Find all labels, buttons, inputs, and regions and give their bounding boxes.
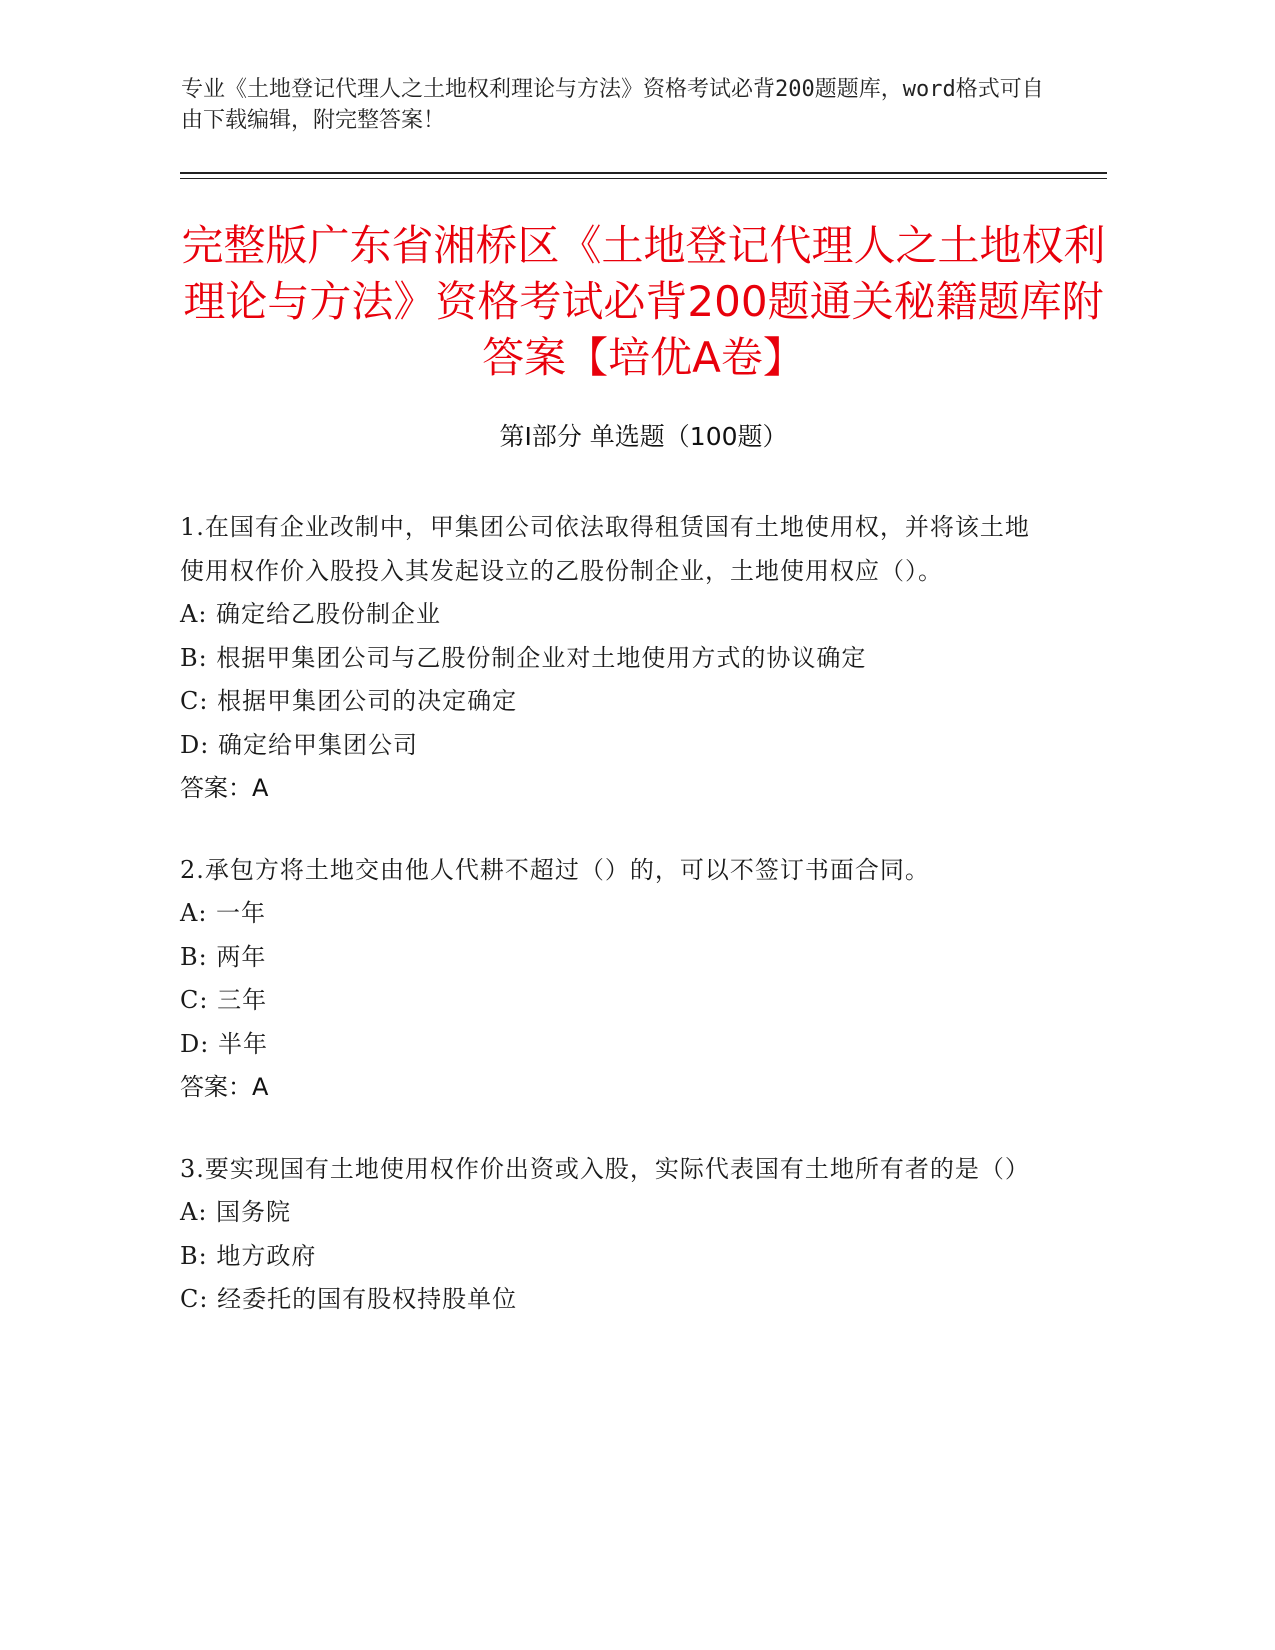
answer: 答案：A (180, 774, 269, 802)
option-a: A: 国务院 (180, 1198, 292, 1226)
option-a: A: 一年 (180, 899, 267, 927)
option-d: D: 半年 (180, 1029, 268, 1058)
option-d: D: 确定给甲集团公司 (180, 730, 418, 759)
option-c: C: 根据甲集团公司的决定确定 (180, 687, 518, 715)
header-divider-thick (180, 172, 1107, 174)
question-2 (180, 849, 1040, 1110)
option-a: A: 确定给乙股份制企业 (180, 600, 442, 628)
question-list (180, 506, 1040, 1360)
header-divider-thin (180, 178, 1107, 179)
option-c: C: 经委托的国有股权持股单位 (180, 1285, 518, 1313)
question-1 (180, 506, 1040, 811)
option-b: B: 地方政府 (180, 1241, 317, 1270)
option-b: B: 两年 (180, 942, 267, 971)
question-stem: 2.承包方将土地交由他人代耕不超过（）的，可以不签订书面合同。 (180, 855, 930, 884)
question-stem: 1.在国有企业改制中，甲集团公司依法取得租赁国有土地使用权，并将该土地使用权作价入股投入其发起设立的乙股份制企业，土地使用权应（）。 (180, 513, 1030, 585)
answer: 答案：A (180, 1073, 269, 1101)
section-heading: 第Ⅰ部分 单选题（100题） (499, 422, 788, 451)
header-note: 专业《土地登记代理人之土地权利理论与方法》资格考试必背200题题库，word格式可自由下载编辑，附完整答案！ (181, 77, 1044, 133)
option-b: B: 根据甲集团公司与乙股份制企业对土地使用方式的协议确定 (180, 643, 867, 672)
option-c: C: 三年 (180, 986, 268, 1014)
document-title: 完整版广东省湘桥区《土地登记代理人之土地权利理论与方法》资格考试必背200题通关秘籍题库附答案【培优A卷】 (181, 221, 1106, 382)
question-3 (180, 1148, 1040, 1322)
question-stem: 3.要实现国有土地使用权作价出资或入股，实际代表国有土地所有者的是（） (180, 1154, 1030, 1183)
